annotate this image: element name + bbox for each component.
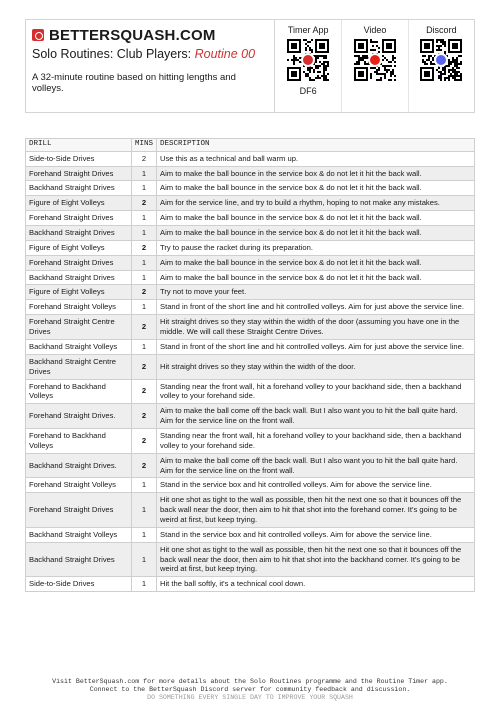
drill-name-cell: Backhand Straight Drives (26, 542, 132, 577)
table-row (26, 577, 475, 592)
routine-header (25, 19, 475, 113)
minutes-cell: 1 (132, 493, 157, 528)
description-cell: Standing near the front wall, hit a forehand volley to your backhand side, then a backhand volley to your forehand side. (157, 428, 475, 453)
squash-logo-icon (32, 29, 44, 41)
description-cell: Use this as a technical and ball warm up. (157, 151, 475, 166)
drill-name-cell: Forehand Straight Drives. (26, 404, 132, 429)
drill-name-cell: Backhand Straight Drives (26, 181, 132, 196)
minutes-cell: 2 (132, 404, 157, 429)
drill-name-cell: Forehand Straight Centre Drives (26, 315, 132, 340)
column-header-mins: MINS (132, 139, 157, 152)
drill-name-cell: Backhand Straight Volleys (26, 527, 132, 542)
footer (0, 678, 500, 703)
minutes-cell: 1 (132, 255, 157, 270)
drill-name-cell: Forehand Straight Drives (26, 255, 132, 270)
table-row (26, 151, 475, 166)
table-row (26, 270, 475, 285)
table-row (26, 255, 475, 270)
drill-name-cell: Forehand to Backhand Volleys (26, 428, 132, 453)
routine-summary: A 32-minute routine based on hitting lengths and volleys. (32, 72, 236, 94)
description-cell: Hit the ball softly, it's a technical cool down. (157, 577, 475, 592)
description-cell: Aim to make the ball bounce in the service box & do not let it hit the back wall. (157, 211, 475, 226)
minutes-cell: 2 (132, 428, 157, 453)
routine-number: Routine 00 (194, 47, 256, 61)
drill-name-cell: Forehand Straight Volleys (26, 300, 132, 315)
qr-code-icon[interactable] (420, 39, 462, 81)
description-cell: Aim to make the ball bounce in the service box & do not let it hit the back wall. (157, 270, 475, 285)
description-cell: Aim for the service line, and try to build a rhythm, hoping to not make any mistakes. (157, 196, 475, 211)
brand[interactable] (32, 26, 266, 44)
description-cell: Hit one shot as tight to the wall as possible, then hit the next one so that it bounces off the back wall near the door, then aim to hit that shot into the forehand corner. It's going to be weird at first, but keep trying. (157, 493, 475, 528)
table-row (26, 339, 475, 354)
table-row (26, 404, 475, 429)
table-row (26, 166, 475, 181)
drill-name-cell: Figure of Eight Volleys (26, 196, 132, 211)
description-cell: Stand in front of the short line and hit controlled volleys. Aim for just above the service line. (157, 300, 475, 315)
drill-name-cell: Backhand Straight Drives (26, 226, 132, 241)
minutes-cell: 1 (132, 226, 157, 241)
description-cell: Hit straight drives so they stay within the width of the door (assuming you have one in the middle. We will call these Straight Centre Drives. (157, 315, 475, 340)
drill-rows (26, 151, 475, 591)
table-row (26, 379, 475, 404)
qr-discord[interactable] (408, 20, 474, 112)
qr-code-icon[interactable] (354, 39, 396, 81)
footer-line-1: Visit BetterSquash.com for more details about the Solo Routines programme and the Routine Timer app. (52, 678, 448, 685)
description-cell: Hit straight drives so they stay within the width of the door. (157, 354, 475, 379)
column-header-drill: DRILL (26, 139, 132, 152)
table-row (26, 226, 475, 241)
table-row (26, 211, 475, 226)
drill-name-cell: Backhand Straight Centre Drives (26, 354, 132, 379)
table-row (26, 285, 475, 300)
drill-name-cell: Figure of Eight Volleys (26, 240, 132, 255)
drill-name-cell: Forehand Straight Drives (26, 166, 132, 181)
minutes-cell: 2 (132, 453, 157, 478)
drill-name-cell: Side-to-Side Drives (26, 577, 132, 592)
minutes-cell: 2 (132, 315, 157, 340)
table-row (26, 478, 475, 493)
qr-caption: DF6 (299, 86, 317, 96)
qr-code-icon[interactable] (287, 39, 329, 81)
description-cell: Stand in the service box and hit controlled volleys. Aim for above the service line. (157, 478, 475, 493)
minutes-cell: 1 (132, 542, 157, 577)
table-row (26, 453, 475, 478)
description-cell: Standing near the front wall, hit a forehand volley to your backhand side, then a backhand volley to your forehand side. (157, 379, 475, 404)
table-row (26, 354, 475, 379)
table-row (26, 428, 475, 453)
description-cell: Hit one shot as tight to the wall as possible, then hit the next one so that it bounces off the back wall near the door, then aim to hit that shot into the backhand corner. It's going to be weird at first, but keep trying. (157, 542, 475, 577)
qr-label: Discord (426, 25, 457, 35)
description-cell: Aim to make the ball bounce in the service box & do not let it hit the back wall. (157, 255, 475, 270)
description-cell: Stand in front of the short line and hit controlled volleys. Aim for just above the service line. (157, 339, 475, 354)
description-cell: Aim to make the ball bounce in the service box & do not let it hit the back wall. (157, 166, 475, 181)
table-row (26, 240, 475, 255)
minutes-cell: 2 (132, 240, 157, 255)
drill-name-cell: Side-to-Side Drives (26, 151, 132, 166)
qr-timer-app[interactable] (275, 20, 341, 112)
table-row (26, 527, 475, 542)
page-title (32, 47, 266, 61)
description-cell: Aim to make the ball bounce in the service box & do not let it hit the back wall. (157, 226, 475, 241)
minutes-cell: 2 (132, 151, 157, 166)
minutes-cell: 1 (132, 478, 157, 493)
title-prefix: Solo Routines: Club Players: (32, 47, 192, 61)
minutes-cell: 2 (132, 379, 157, 404)
qr-code-group (274, 20, 474, 112)
minutes-cell: 1 (132, 577, 157, 592)
table-row (26, 493, 475, 528)
table-row (26, 300, 475, 315)
minutes-cell: 1 (132, 300, 157, 315)
minutes-cell: 1 (132, 166, 157, 181)
description-cell: Try not to move your feet. (157, 285, 475, 300)
table-row (26, 542, 475, 577)
description-cell: Aim to make the ball come off the back wall. But I also want you to hit the ball quite hard. Aim for the service line on the front wall. (157, 404, 475, 429)
footer-tagline: DO SOMETHING EVERY SINGLE DAY TO IMPROVE YOUR SQUASH (147, 694, 353, 702)
brand-name[interactable]: BETTERSQUASH.COM (49, 26, 216, 44)
minutes-cell: 2 (132, 196, 157, 211)
drill-name-cell: Backhand Straight Drives. (26, 453, 132, 478)
table-row (26, 196, 475, 211)
minutes-cell: 1 (132, 339, 157, 354)
table-header-row (26, 139, 475, 152)
qr-badge-icon (368, 53, 382, 67)
minutes-cell: 1 (132, 211, 157, 226)
drill-name-cell: Forehand to Backhand Volleys (26, 379, 132, 404)
drill-name-cell: Backhand Straight Drives (26, 270, 132, 285)
column-header-description: DESCRIPTION (157, 139, 475, 152)
table-row (26, 315, 475, 340)
minutes-cell: 1 (132, 270, 157, 285)
drill-name-cell: Forehand Straight Drives (26, 493, 132, 528)
drill-name-cell: Forehand Straight Drives (26, 211, 132, 226)
minutes-cell: 2 (132, 285, 157, 300)
qr-label: Video (363, 25, 387, 35)
drill-name-cell: Figure of Eight Volleys (26, 285, 132, 300)
drill-name-cell: Forehand Straight Volleys (26, 478, 132, 493)
footer-line-2: Connect to the BetterSquash Discord server for community feedback and discussion. (89, 686, 411, 694)
drill-name-cell: Backhand Straight Volleys (26, 339, 132, 354)
minutes-cell: 1 (132, 181, 157, 196)
minutes-cell: 1 (132, 527, 157, 542)
qr-video[interactable] (341, 20, 407, 112)
description-cell: Aim to make the ball come off the back wall. But I also want you to hit the ball quite hard. Aim for the service line on the front wall. (157, 453, 475, 478)
minutes-cell: 2 (132, 354, 157, 379)
description-cell: Stand in the service box and hit controlled volleys. Aim for above the service line. (157, 527, 475, 542)
header-info (26, 20, 274, 112)
table-row (26, 181, 475, 196)
drill-table (25, 138, 475, 592)
description-cell: Aim to make the ball bounce in the service box & do not let it hit the back wall. (157, 181, 475, 196)
description-cell: Try to pause the racket during its preparation. (157, 240, 475, 255)
qr-label: Timer App (287, 25, 329, 35)
